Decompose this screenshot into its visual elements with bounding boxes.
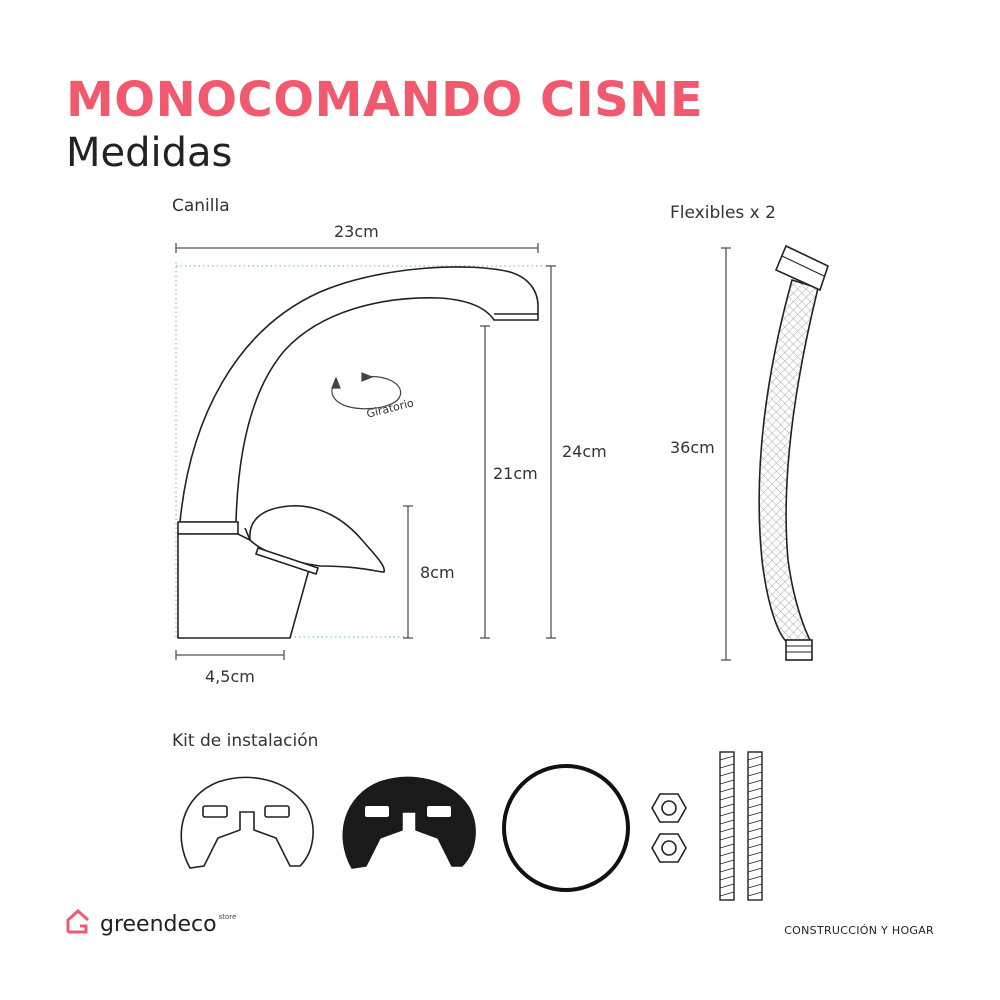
hoses-section-label: Flexibles x 2 (670, 203, 776, 223)
hose-bottom-fitting (786, 640, 812, 660)
threaded-rods-drawing (720, 752, 762, 900)
brand-logo (66, 912, 236, 937)
lever-height-label: 8cm (420, 563, 455, 582)
faucet-collar (178, 522, 238, 534)
hose-length-label: 36cm (670, 438, 715, 457)
bracket-outline-drawing (181, 777, 313, 868)
base-width-label: 4,5cm (205, 667, 255, 686)
kit-section-label: Kit de instalación (172, 731, 319, 751)
nuts-drawing (652, 794, 686, 862)
total-height-label: 24cm (562, 442, 607, 461)
faucet-spout (180, 267, 538, 522)
flexible-hose-drawing (759, 246, 828, 660)
tagline: CONSTRUCCIÓN Y HOGAR (784, 924, 934, 937)
brand-sup: store (218, 913, 237, 921)
faucet-section-label: Canilla (172, 196, 230, 216)
spout-height-label: 21cm (493, 464, 538, 483)
o-ring-drawing (504, 766, 628, 890)
bracket-solid-drawing (343, 777, 475, 868)
page-title: MONOCOMANDO CISNE (66, 72, 704, 128)
rotation-label: Giratorio (365, 396, 416, 421)
hose-body (759, 280, 818, 644)
faucet-drawing (178, 267, 538, 638)
brand-name: greendeco (100, 912, 217, 937)
width-label: 23cm (334, 222, 379, 241)
page-subtitle: Medidas (66, 130, 233, 176)
